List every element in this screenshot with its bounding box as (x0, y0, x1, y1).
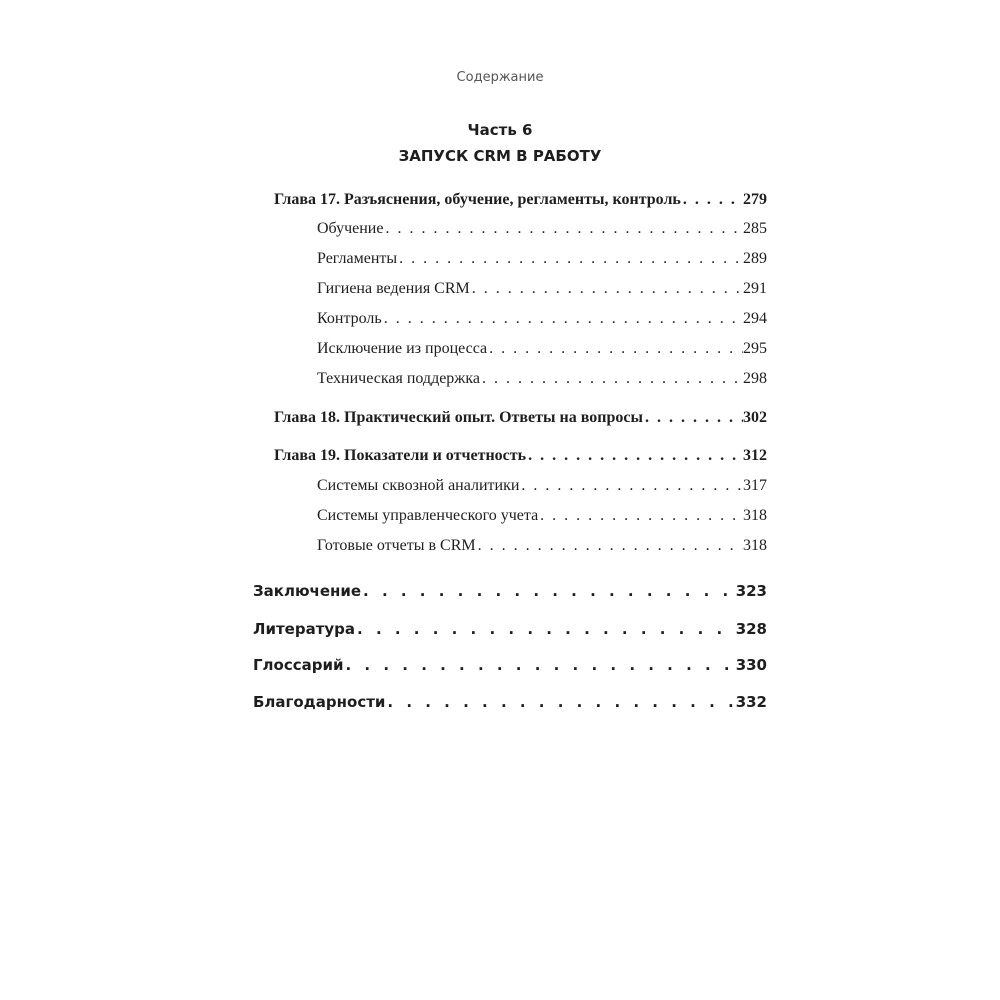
page-number: 279 (743, 191, 767, 208)
dot-leader (355, 620, 736, 638)
toc-literature[interactable] (253, 620, 767, 638)
dot-leader (382, 310, 743, 328)
backmatter-title: Глоссарий (253, 656, 344, 674)
backmatter-title: Заключение (253, 582, 362, 600)
page-number: 289 (743, 250, 767, 267)
dot-leader (526, 447, 743, 465)
toc-section[interactable] (317, 220, 767, 238)
page-number: 328 (735, 620, 767, 638)
chapter-title: Глава 18. Практический опыт. Ответы на вопросы (274, 409, 643, 426)
section-title: Контроль (317, 310, 382, 327)
toc-section[interactable] (317, 340, 767, 358)
page-number: 318 (743, 507, 767, 524)
section-title: Обучение (317, 220, 384, 237)
section-title: Системы сквозной аналитики (317, 477, 520, 494)
running-head: Содержание (456, 70, 544, 85)
dot-leader (385, 693, 735, 711)
dot-leader (681, 191, 743, 209)
toc-section[interactable] (317, 477, 767, 495)
page-number: 298 (743, 370, 767, 387)
toc-conclusion[interactable] (253, 582, 767, 600)
page-number: 285 (743, 220, 767, 237)
part-title: ЗАПУСК CRM В РАБОТУ (398, 147, 602, 165)
toc-section[interactable] (317, 310, 767, 328)
page-number: 332 (735, 693, 767, 711)
page-number: 312 (743, 447, 767, 464)
toc-section[interactable] (317, 507, 767, 525)
toc-section[interactable] (317, 370, 767, 388)
section-title: Готовые отчеты в CRM (317, 537, 476, 554)
dot-leader (470, 280, 743, 298)
dot-leader (519, 477, 743, 495)
backmatter-title: Литература (253, 620, 356, 638)
page-number: 330 (735, 656, 767, 674)
section-title: Исключение из процесса (317, 340, 488, 357)
toc-section[interactable] (317, 250, 767, 268)
dot-leader (397, 250, 743, 268)
page-number: 294 (743, 310, 767, 327)
dot-leader (361, 582, 736, 600)
dot-leader (480, 370, 743, 388)
chapter-title: Глава 17. Разъяснения, обучение, регламенты, контроль (274, 191, 681, 208)
dot-leader (476, 537, 743, 555)
section-title: Системы управленческого учета (317, 507, 539, 524)
toc-chapter-19[interactable] (274, 447, 767, 465)
toc-section[interactable] (317, 537, 767, 555)
section-title: Регламенты (317, 250, 398, 267)
page-number: 317 (743, 477, 767, 494)
dot-leader (487, 340, 743, 358)
dot-leader (643, 409, 743, 427)
dot-leader (344, 656, 736, 674)
toc-section[interactable] (317, 280, 767, 298)
page-number: 295 (743, 340, 767, 357)
section-title: Гигиена ведения CRM (317, 280, 470, 297)
dot-leader (383, 220, 743, 238)
page-number: 318 (743, 537, 767, 554)
chapter-title: Глава 19. Показатели и отчетность (274, 447, 527, 464)
page-number: 302 (743, 409, 767, 426)
toc-chapter-17[interactable] (274, 191, 767, 209)
dot-leader (538, 507, 743, 525)
backmatter-title: Благодарности (253, 693, 386, 711)
toc-chapter-18[interactable] (274, 409, 767, 427)
toc-glossary[interactable] (253, 656, 767, 674)
part-label: Часть 6 (467, 121, 533, 139)
section-title: Техническая поддержка (317, 370, 480, 387)
page-number: 291 (743, 280, 767, 297)
page-number: 323 (735, 582, 767, 600)
toc-acknowledgements[interactable] (253, 693, 767, 711)
